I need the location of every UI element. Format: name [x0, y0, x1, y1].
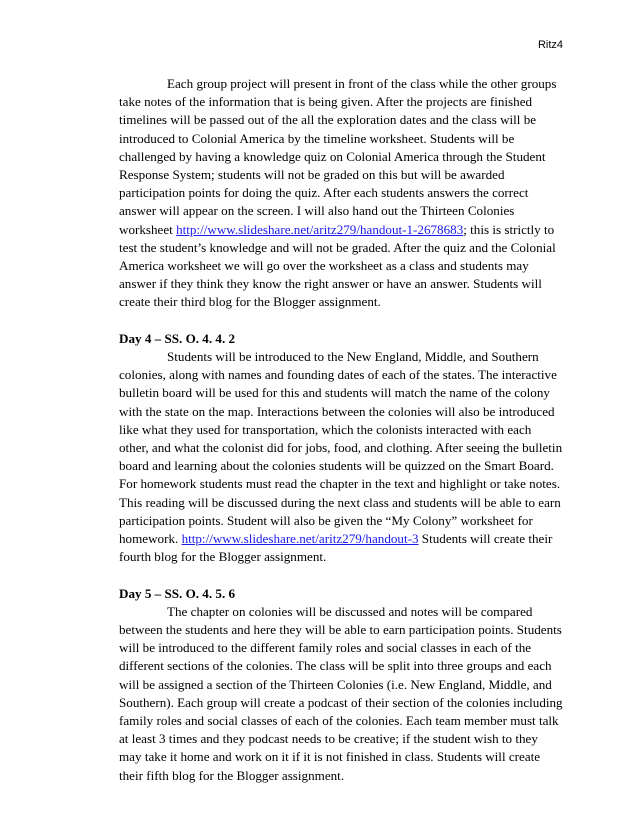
day4-heading: Day 4 – SS. O. 4. 4. 2 — [119, 330, 236, 346]
spacer — [119, 312, 563, 330]
spacer — [119, 566, 563, 584]
day4-paragraph — [119, 348, 563, 566]
intro-text-part1: Each group project will present in front of the class while the other groups take notes of the information that is being given. After the projects are finished timelines will be passed out of the all the exploration dates and the class will be introduced to Colonial America by the timeline worksheet. Students will be challenged by having a knowledge quiz on Colonial America through the Student Response System; students will not be graded on this but will be awarded participation points for doing the quiz. After each students answers the correct answer will appear on the screen. I will also hand out the Thirteen Colonies worksheet — [119, 76, 557, 237]
day4-text-part2: Students will create their fourth blog for the Blogger assignment. — [119, 531, 553, 565]
day5-paragraph: The chapter on colonies will be discussed and notes will be compared between the students and here they will be able to earn participation points. Students will be introduced to the different family roles and social classes in each of the different sections of the colonies. The class will be split into three groups and each will be assigned a section of the Thirteen Colonies (i.e. New England, Middle, and Southern). Each group will create a podcast of their section of the colonies including family roles and social classes of each of the colonies. Each team member must talk at least 3 times and they podcast needs to be creative; if the student wish to they may take it home and work on it if it is not finished in class. Students will create their fifth blog for the Blogger assignment. — [119, 603, 563, 783]
document-body — [119, 75, 563, 785]
my-colony-handout-link[interactable]: http://www.slideshare.net/aritz279/handout-3 — [181, 531, 419, 547]
page-header-label: Ritz4 — [537, 39, 563, 51]
intro-text-part2: ; this is strictly to test the student’s knowledge and will not be graded. After the quiz and the Colonial America worksheet we will go over the worksheet as a class and students may answer if they think they know the right answer or have an answer. Students will create their third blog for the Blogger assignment. — [119, 221, 556, 310]
intro-paragraph — [119, 75, 563, 312]
day5-heading: Day 5 – SS. O. 4. 5. 6 — [119, 585, 236, 601]
day4-text-part1: Students will be introduced to the New England, Middle, and Southern colonies, along with names and founding dates of each of the states. The interactive bulletin board will be used for this and students will match the name of the colony with the state on the map. Interactions between the colonies will also be introduced like what they used for transportation, which the colonists interacted with each other, and what the colonist did for jobs, food, and clothing. After seeing the bulletin board and learning about the colonies students will be quizzed on the Smart Board. For homework students must read the chapter in the text and highlight or take notes. This reading will be discussed during the next class and students will be able to earn participation points. Student will also be given the “My Colony” worksheet for homework. — [119, 349, 563, 547]
thirteen-colonies-handout-link[interactable]: http://www.slideshare.net/aritz279/handout-1-2678683 — [176, 221, 464, 237]
